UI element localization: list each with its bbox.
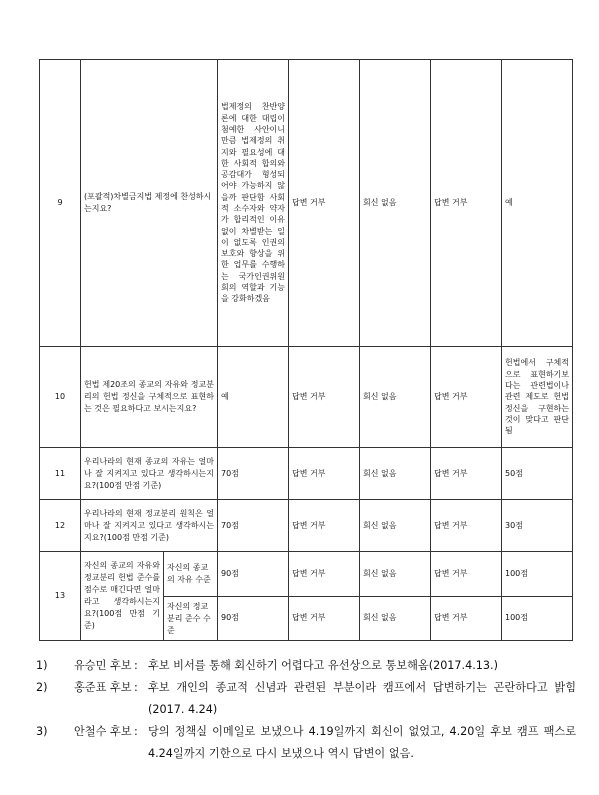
answer-cell: 답변 거부 [289, 347, 360, 448]
sub-question-label: 자신의 종교의 자유 수준 [164, 552, 217, 597]
answer-cell: 회신 없음 [360, 500, 431, 552]
answer-cell: 회신 없음 [360, 552, 431, 597]
sub-question-label: 자신의 정교분리 준수 수준 [167, 601, 211, 635]
footnote [36, 655, 576, 677]
footnote-candidate: 유승민 후보 [74, 659, 132, 672]
question-cell: 헌법 제20조의 종교의 자유와 정교분리의 헌법 정신을 구체적으로 표현하는 것은 필요하다고 보시는지요? [81, 347, 218, 448]
footnote [36, 721, 576, 765]
footnote-candidate: 홍준표 후보 [74, 681, 132, 694]
answer-cell: 법제정의 찬반양론에 대한 대립이 첨예한 사안이니 만큼 법제정의 취지와 필요성에 대한 사회적 합의와 공감대가 형성되어야 가능하지 않을까 판단함 사회적 소수자와 약자가 합리적인 이유없이 차별받는 일이 없도록 인권의 보호와 향상을 위한 업무를 수행하는 국가인권위원회의 역할과 기능을 강화하겠음 [218, 60, 289, 347]
footnote-index: 1) [36, 659, 48, 672]
answer-cell: 답변 거부 [289, 552, 360, 597]
answer-cell: 회신 없음 [360, 596, 431, 641]
answer-cell: 90점 [218, 552, 289, 597]
row-number: 9 [40, 60, 81, 347]
question-text: 자신의 종교의 자유와 정교분리 헌법 준수를 점수로 매긴다면 얼마라고 생각하시는지요?(100점 만점 기준) [81, 552, 164, 640]
footnote-separator: : [134, 725, 138, 738]
answer-cell: 답변 거부 [289, 448, 360, 500]
row-number: 13 [40, 552, 81, 641]
answer-cell: 예 [218, 347, 289, 448]
answer-cell: 90점 [218, 596, 289, 641]
answer-cell: 100점 [502, 552, 573, 597]
answer-cell: 답변 거부 [289, 500, 360, 552]
row-number: 11 [40, 448, 81, 500]
answer-cell: 답변 거부 [431, 448, 502, 500]
answer-cell: 100점 [502, 596, 573, 641]
footnote-separator: : [134, 681, 138, 694]
answer-cell: 예 [502, 60, 573, 347]
question-cell: 우리나라의 현재 종교의 자유는 얼마나 잘 지켜지고 있다고 생각하시는지요?(100점 만점 기준) [81, 448, 218, 500]
row-number: 10 [40, 347, 81, 448]
answer-cell: 70점 [218, 500, 289, 552]
footnote [36, 677, 576, 721]
table-row [40, 60, 573, 347]
question-cell: (포괄적)차별금지법 제정에 찬성하시는지요? [81, 60, 218, 347]
survey-table [39, 59, 573, 641]
footnote-index: 2) [36, 681, 48, 694]
row-number: 12 [40, 500, 81, 552]
answer-cell: 회신 없음 [360, 347, 431, 448]
answer-cell: 답변 거부 [289, 60, 360, 347]
table-row [40, 347, 573, 448]
question-cell: 우리나라의 현재 정교분리 원칙은 얼마나 잘 지켜지고 있다고 생각하시는지요?(100점 만점 기준) [81, 500, 218, 552]
table-row [40, 552, 573, 597]
answer-cell: 헌법에서 구체적으로 표현하기보다는 관련법이나 관련 제도로 헌법정신을 구현하는 것이 맞다고 판단됨 [502, 347, 573, 448]
answer-cell: 답변 거부 [431, 500, 502, 552]
answer-cell: 회신 없음 [360, 60, 431, 347]
footnote-index: 3) [36, 725, 48, 738]
footnote-text: 당의 정책실 이메일로 보냈으나 4.19일까지 회신이 없었고, 4.20일 후보 캠프 팩스로 4.24일까지 기한으로 다시 보냈으나 역시 답변이 없음. [148, 725, 576, 760]
answer-cell: 50점 [502, 448, 573, 500]
answer-cell: 회신 없음 [360, 448, 431, 500]
footnote-candidate: 안철수 후보 [74, 725, 132, 738]
footnote-text: 후보 비서를 통해 회신하기 어렵다고 유선상으로 통보해옴(2017.4.13.) [148, 659, 498, 672]
table-row [40, 448, 573, 500]
footnote-text: 후보 개인의 종교적 신념과 관련된 부분이라 캠프에서 답변하기는 곤란하다고 밝힘(2017. 4.24) [148, 681, 576, 716]
footnote-separator: : [134, 659, 138, 672]
footnotes [36, 655, 576, 765]
answer-cell: 답변 거부 [289, 596, 360, 641]
answer-cell: 답변 거부 [431, 347, 502, 448]
table-row [40, 500, 573, 552]
answer-cell: 30점 [502, 500, 573, 552]
answer-cell: 답변 거부 [431, 596, 502, 641]
question-cell [81, 552, 218, 641]
answer-cell: 70점 [218, 448, 289, 500]
answer-cell: 답변 거부 [431, 60, 502, 347]
answer-cell: 답변 거부 [431, 552, 502, 597]
